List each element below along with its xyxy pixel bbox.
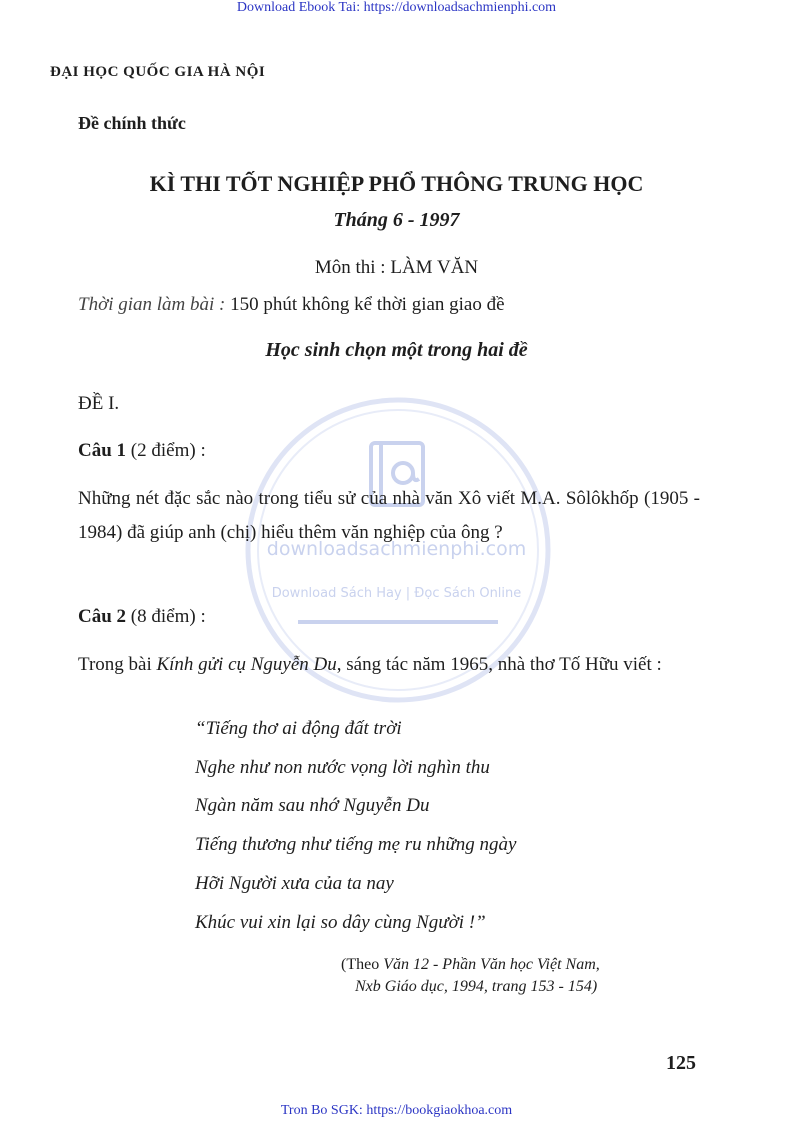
poem-line: Tiếng thương như tiếng mẹ ru những ngày (195, 834, 517, 855)
question2-work-title: Kính gửi cụ Nguyễn Du (156, 654, 337, 675)
exam-subject: Môn thi : LÀM VĂN (314, 257, 479, 278)
question2-intro-after: , sáng tác năm 1965, nhà thơ Tố Hữu viết : (336, 654, 662, 675)
poem-line: Hỡi Người xưa của ta nay (195, 873, 394, 894)
question1-label: Câu 1 (78, 440, 127, 461)
citation-line2 (355, 978, 597, 996)
poem-line: Ngàn năm sau nhớ Nguyễn Du (195, 795, 430, 816)
question1-points: (2 điểm) : (130, 440, 206, 461)
page-number: 125 (666, 1052, 696, 1074)
time-label: Thời gian làm bài : (78, 294, 226, 315)
exam-title: KÌ THI TỐT NGHIỆP PHỔ THÔNG TRUNG HỌC (149, 171, 644, 196)
footer-sgk-link[interactable]: Tron Bo SGK: https://bookgiaokhoa.com (280, 1103, 513, 1118)
question1-heading (78, 440, 206, 462)
header-download-link[interactable]: Download Ebook Tai: https://downloadsachmienphi.com (236, 0, 557, 15)
official-label: Đề chính thức (78, 113, 186, 133)
poem-line: Nghe như non nước vọng lời nghìn thu (195, 757, 490, 778)
time-value: 150 phút không kể thời gian giao đề (230, 294, 505, 315)
exam-time (78, 294, 505, 316)
section-heading: ĐỀ I. (78, 393, 120, 414)
exam-date: Tháng 6 - 1997 (333, 209, 460, 231)
citation-prefix: (Theo (341, 956, 380, 973)
question2-intro-before: Trong bài (78, 654, 152, 675)
citation-line1 (341, 956, 600, 974)
question2-intro (78, 648, 700, 682)
question2-points: (8 điểm) : (130, 606, 206, 627)
question2-heading (78, 606, 206, 628)
citation-publisher: Nxb Giáo dục, 1994, trang 153 - 154) (355, 978, 598, 995)
question2-label: Câu 2 (78, 606, 127, 627)
university-name: ĐẠI HỌC QUỐC GIA HÀ NỘI (50, 64, 266, 80)
citation-source: Văn 12 - Phần Văn học Việt Nam, (383, 956, 600, 973)
instruction: Học sinh chọn một trong hai đề (265, 339, 528, 361)
poem-line: Khúc vui xin lại so dây cùng Người !” (195, 912, 486, 933)
question1-text: Những nét đặc sắc nào trong tiểu sử của nhà văn Xô viết M.A. Sôlôkhốp (1905 - 1984) đã giúp anh (chị) hiểu thêm văn nghiệp của ông ? (78, 488, 700, 543)
watermark-site: downloadsachmienphi.com (266, 538, 527, 560)
poem-line: “Tiếng thơ ai động đất trời (195, 718, 402, 739)
watermark-tagline: Download Sách Hay | Đọc Sách Online (271, 586, 522, 601)
